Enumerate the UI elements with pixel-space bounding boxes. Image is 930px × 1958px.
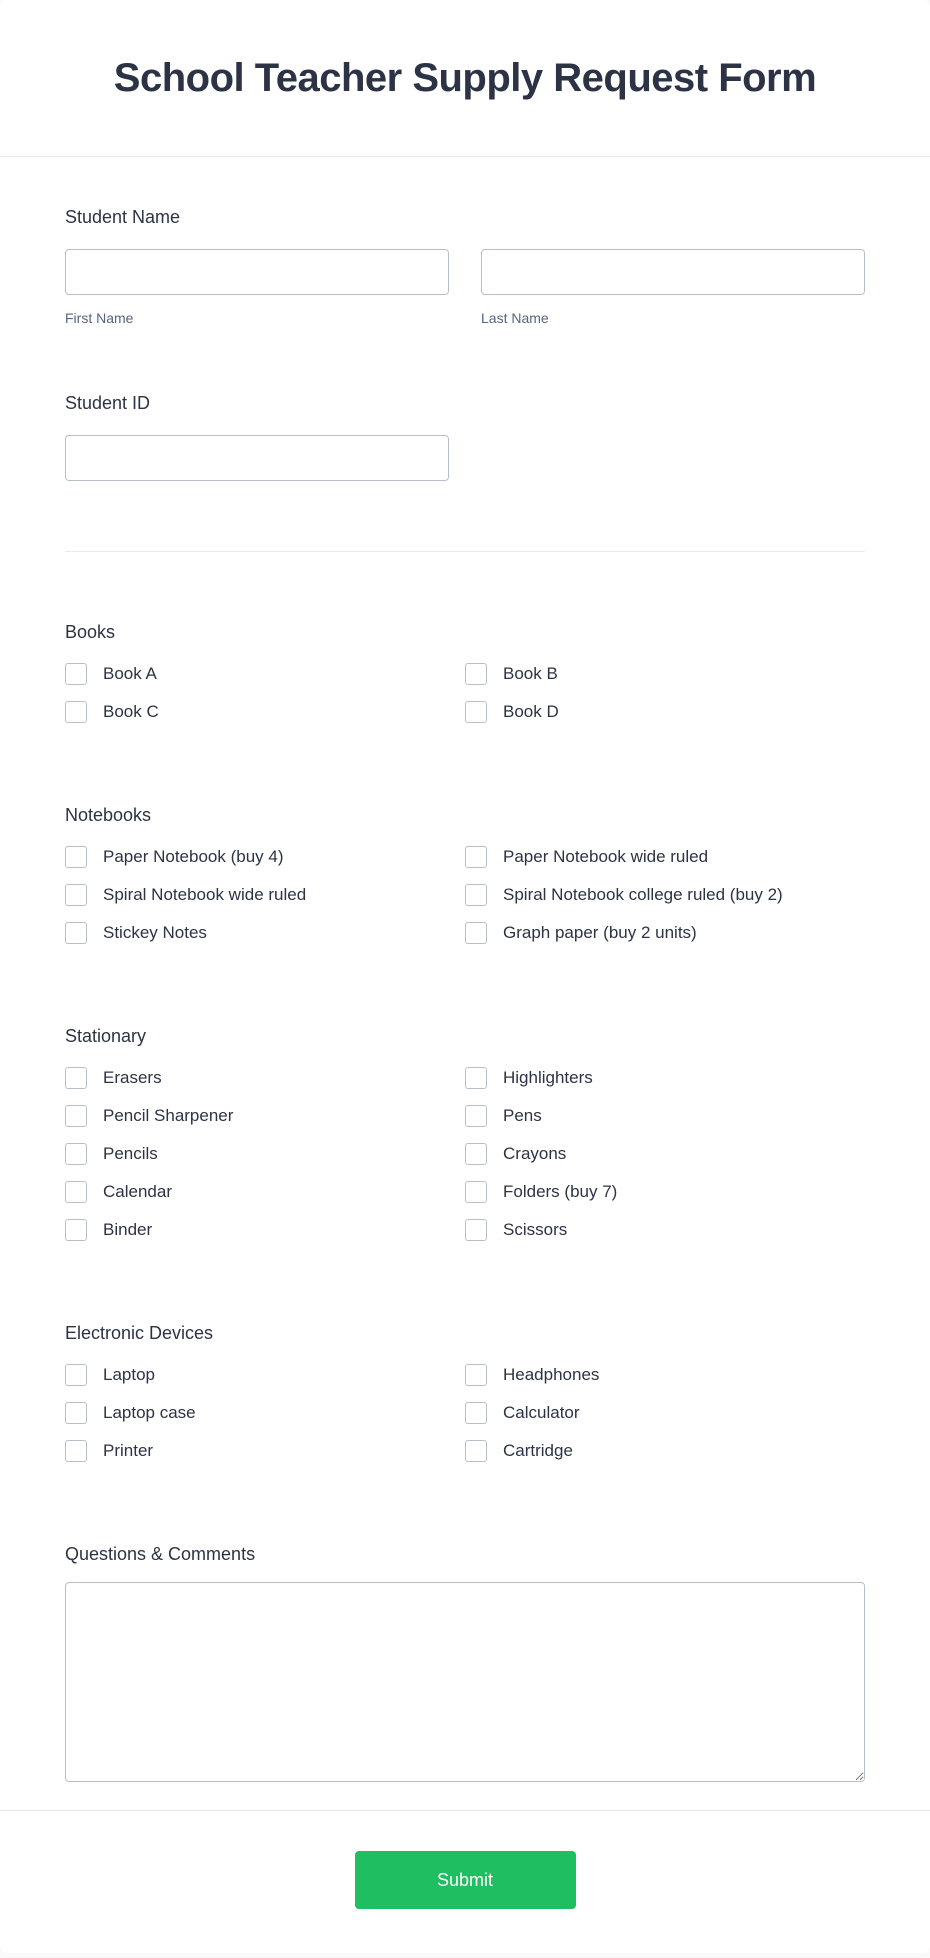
checkbox-paper-notebook-wide-ruled[interactable] (465, 846, 487, 868)
option-label-folders-buy-7[interactable]: Folders (buy 7) (503, 1182, 618, 1201)
checkbox-option-cartridge[interactable] (465, 1440, 865, 1462)
option-label-book-b[interactable]: Book B (503, 664, 558, 683)
option-label-stickey-notes[interactable]: Stickey Notes (103, 923, 207, 942)
comments-label: Questions & Comments (65, 1544, 256, 1564)
option-label-laptop[interactable]: Laptop (103, 1365, 155, 1384)
options-grid-books (65, 663, 865, 723)
options-grid-notebooks (65, 846, 865, 944)
checkbox-option-highlighters[interactable] (465, 1067, 865, 1089)
checkbox-pencil-sharpener[interactable] (65, 1105, 87, 1127)
form-header (0, 0, 930, 157)
checkbox-headphones[interactable] (465, 1364, 487, 1386)
checkbox-option-paper-notebook-wide-ruled[interactable] (465, 846, 865, 868)
student-id-input[interactable] (65, 435, 449, 481)
checkbox-option-scissors[interactable] (465, 1219, 865, 1241)
checkbox-printer[interactable] (65, 1440, 87, 1462)
checkbox-spiral-notebook-wide-ruled[interactable] (65, 884, 87, 906)
checkbox-spiral-notebook-college-ruled-buy-2[interactable] (465, 884, 487, 906)
checkbox-option-folders-buy-7[interactable] (465, 1181, 865, 1203)
option-label-cartridge[interactable]: Cartridge (503, 1441, 573, 1460)
checkbox-option-calendar[interactable] (65, 1181, 465, 1203)
checkbox-calculator[interactable] (465, 1402, 487, 1424)
options-grid-electronic-devices (65, 1364, 865, 1462)
option-label-printer[interactable]: Printer (103, 1441, 154, 1460)
checkbox-option-book-d[interactable] (465, 701, 865, 723)
option-label-book-d[interactable]: Book D (503, 702, 559, 721)
checkbox-pencils[interactable] (65, 1143, 87, 1165)
comments-field (65, 1542, 865, 1782)
option-label-laptop-case[interactable]: Laptop case (103, 1403, 196, 1422)
checkbox-folders-buy-7[interactable] (465, 1181, 487, 1203)
option-label-spiral-notebook-wide-ruled[interactable]: Spiral Notebook wide ruled (103, 885, 307, 904)
checkbox-option-laptop[interactable] (65, 1364, 465, 1386)
checkbox-option-crayons[interactable] (465, 1143, 865, 1165)
option-label-calendar[interactable]: Calendar (103, 1182, 172, 1201)
checkbox-crayons[interactable] (465, 1143, 487, 1165)
checkbox-scissors[interactable] (465, 1219, 487, 1241)
section-label-stationary: Stationary (65, 1026, 147, 1046)
section-label-notebooks: Notebooks (65, 805, 152, 825)
section-label-books: Books (65, 622, 116, 642)
checkbox-binder[interactable] (65, 1219, 87, 1241)
checkbox-paper-notebook-buy-4[interactable] (65, 846, 87, 868)
checkbox-option-headphones[interactable] (465, 1364, 865, 1386)
checkbox-book-b[interactable] (465, 663, 487, 685)
student-id-field (65, 391, 865, 481)
option-label-headphones[interactable]: Headphones (503, 1365, 600, 1384)
checkbox-option-erasers[interactable] (65, 1067, 465, 1089)
checkbox-option-pencil-sharpener[interactable] (65, 1105, 465, 1127)
option-label-pencil-sharpener[interactable]: Pencil Sharpener (103, 1106, 234, 1125)
checkbox-pens[interactable] (465, 1105, 487, 1127)
option-label-scissors[interactable]: Scissors (503, 1220, 568, 1239)
option-label-calculator[interactable]: Calculator (503, 1403, 580, 1422)
student-name-label: Student Name (65, 207, 181, 227)
checkbox-option-printer[interactable] (65, 1440, 465, 1462)
checkbox-graph-paper-buy-2-units[interactable] (465, 922, 487, 944)
submit-button[interactable]: Submit (355, 1851, 576, 1909)
submit-row (0, 1811, 930, 1953)
option-label-spiral-notebook-college-ruled-buy-2[interactable]: Spiral Notebook college ruled (buy 2) (503, 885, 783, 904)
checkbox-option-stickey-notes[interactable] (65, 922, 465, 944)
checkbox-stickey-notes[interactable] (65, 922, 87, 944)
checkbox-laptop[interactable] (65, 1364, 87, 1386)
checkbox-option-book-c[interactable] (65, 701, 465, 723)
option-label-pencils[interactable]: Pencils (103, 1144, 158, 1163)
option-label-crayons[interactable]: Crayons (503, 1144, 567, 1163)
option-label-pens[interactable]: Pens (503, 1106, 542, 1125)
checkbox-laptop-case[interactable] (65, 1402, 87, 1424)
checkbox-option-laptop-case[interactable] (65, 1402, 465, 1424)
checkbox-sections (65, 620, 865, 1462)
option-label-book-c[interactable]: Book C (103, 702, 159, 721)
checkbox-option-book-b[interactable] (465, 663, 865, 685)
form-body (0, 205, 930, 1782)
checkbox-option-pencils[interactable] (65, 1143, 465, 1165)
checkbox-book-d[interactable] (465, 701, 487, 723)
option-label-graph-paper-buy-2-units[interactable]: Graph paper (buy 2 units) (503, 923, 697, 942)
option-label-highlighters[interactable]: Highlighters (503, 1068, 593, 1087)
form-title: School Teacher Supply Request Form (113, 55, 817, 100)
student-name-field (65, 205, 865, 327)
checkbox-option-pens[interactable] (465, 1105, 865, 1127)
checkbox-cartridge[interactable] (465, 1440, 487, 1462)
first-name-sublabel: First Name (65, 310, 134, 326)
first-name-input[interactable] (65, 249, 449, 295)
checkbox-option-paper-notebook-buy-4[interactable] (65, 846, 465, 868)
comments-textarea[interactable] (65, 1582, 865, 1782)
checkbox-calendar[interactable] (65, 1181, 87, 1203)
section-divider (65, 551, 865, 552)
option-label-book-a[interactable]: Book A (103, 664, 157, 683)
checkbox-option-binder[interactable] (65, 1219, 465, 1241)
checkbox-option-spiral-notebook-college-ruled-buy-2[interactable] (465, 884, 865, 906)
checkbox-option-book-a[interactable] (65, 663, 465, 685)
option-label-paper-notebook-buy-4[interactable]: Paper Notebook (buy 4) (103, 847, 284, 866)
section-label-electronic-devices: Electronic Devices (65, 1323, 214, 1343)
checkbox-book-c[interactable] (65, 701, 87, 723)
option-label-binder[interactable]: Binder (103, 1220, 153, 1239)
checkbox-option-calculator[interactable] (465, 1402, 865, 1424)
checkbox-highlighters[interactable] (465, 1067, 487, 1089)
checkbox-option-graph-paper-buy-2-units[interactable] (465, 922, 865, 944)
last-name-input[interactable] (481, 249, 865, 295)
checkbox-book-a[interactable] (65, 663, 87, 685)
student-id-label: Student ID (65, 393, 151, 413)
options-grid-stationary (65, 1067, 865, 1241)
last-name-sublabel: Last Name (481, 310, 549, 326)
checkbox-erasers[interactable] (65, 1067, 87, 1089)
checkbox-option-spiral-notebook-wide-ruled[interactable] (65, 884, 465, 906)
option-label-paper-notebook-wide-ruled[interactable]: Paper Notebook wide ruled (503, 847, 709, 866)
option-label-erasers[interactable]: Erasers (103, 1068, 162, 1087)
